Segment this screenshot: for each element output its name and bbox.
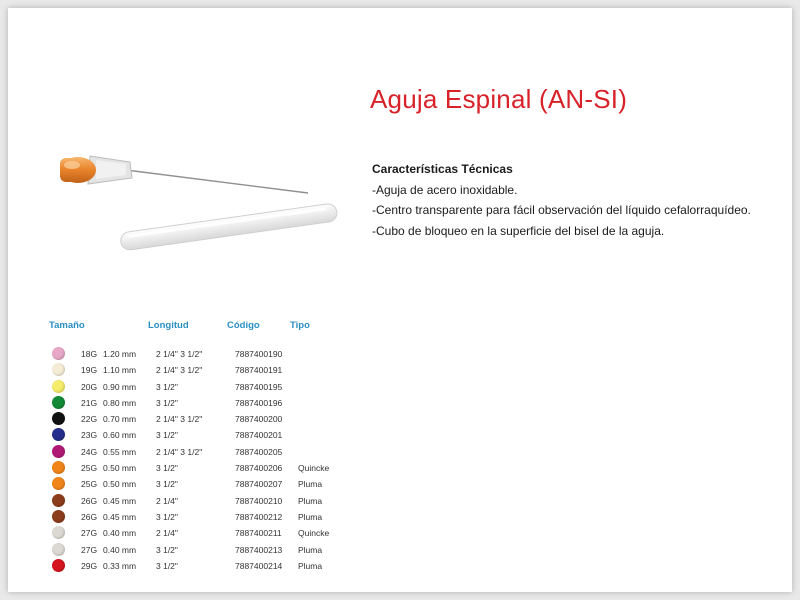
color-code-dot: [52, 396, 65, 409]
length-cell: 3 1/2": [156, 381, 178, 392]
gauge-cell: 19G: [81, 365, 98, 376]
gauge-cell: 21G: [81, 397, 98, 408]
diameter-cell: 0.33 mm: [103, 560, 137, 571]
gauge-cell: 26G: [81, 495, 98, 506]
spec-item: -Centro transparente para fácil observación del líquido cefalorraquídeo.: [372, 203, 751, 217]
gauge-cell: 22G: [81, 414, 98, 425]
color-code-dot: [52, 445, 65, 458]
diameter-cell: 0.45 mm: [103, 511, 137, 522]
type-cell: Quincke: [298, 463, 330, 474]
diameter-cell: 0.40 mm: [103, 528, 137, 539]
diameter-cell: 0.50 mm: [103, 479, 137, 490]
gauge-cell: 27G: [81, 544, 98, 555]
length-cell: 2 1/4" 3 1/2": [156, 446, 203, 457]
gauge-cell: 29G: [81, 560, 98, 571]
color-code-dot: [52, 347, 65, 360]
color-code-dot: [52, 526, 65, 539]
color-code-dot: [52, 363, 65, 376]
gauge-cell: 27G: [81, 528, 98, 539]
length-cell: 2 1/4" 3 1/2": [156, 414, 203, 425]
color-code-dot: [52, 412, 65, 425]
diameter-cell: 0.40 mm: [103, 544, 137, 555]
code-cell: 7887400206: [235, 463, 283, 474]
type-cell: Pluma: [298, 544, 323, 555]
spec-item: -Aguja de acero inoxidable.: [372, 182, 518, 197]
diameter-cell: 0.60 mm: [103, 430, 137, 441]
color-code-dot: [52, 380, 65, 393]
header-code: Código: [227, 320, 260, 331]
color-code-dot: [52, 543, 65, 556]
code-cell: 7887400212: [235, 511, 283, 522]
color-code-dot: [52, 477, 65, 490]
length-cell: 3 1/2": [156, 479, 178, 490]
gauge-cell: 25G: [81, 479, 98, 490]
diameter-cell: 0.55 mm: [103, 446, 137, 457]
diameter-cell: 1.20 mm: [103, 349, 137, 359]
type-cell: Quincke: [298, 528, 330, 539]
header-type: Tipo: [290, 320, 310, 331]
code-cell: 7887400210: [235, 495, 283, 506]
type-cell: Pluma: [298, 495, 323, 506]
diameter-cell: 0.90 mm: [103, 381, 137, 392]
code-cell: 7887400191: [235, 365, 283, 376]
code-cell: 7887400205: [235, 446, 283, 457]
code-cell: 7887400196: [235, 397, 283, 408]
type-cell: Pluma: [298, 560, 323, 571]
gauge-cell: 23G: [81, 430, 98, 441]
technical-specs: [372, 159, 751, 241]
color-code-dot: [52, 461, 65, 474]
code-cell: 7887400207: [235, 479, 283, 490]
spec-item: -Cubo de bloqueo en la superficie del bisel de la aguja.: [372, 223, 665, 238]
product-title: Aguja Espinal (AN-SI): [370, 84, 628, 114]
length-cell: 3 1/2": [156, 544, 178, 555]
length-cell: 2 1/4" 3 1/2": [156, 349, 203, 359]
gauge-cell: 20G: [81, 381, 98, 392]
length-cell: 3 1/2": [156, 463, 178, 474]
diameter-cell: 0.80 mm: [103, 397, 137, 408]
code-cell: 7887400213: [235, 544, 283, 555]
color-code-dot: [52, 428, 65, 441]
product-sheet: [8, 8, 792, 592]
diameter-cell: 0.50 mm: [103, 463, 137, 474]
header-size: Tamaño: [49, 320, 85, 331]
length-cell: 3 1/2": [156, 397, 178, 408]
gauge-cell: 25G: [81, 463, 98, 474]
color-code-dot: [52, 494, 65, 507]
code-cell: 7887400195: [235, 381, 283, 392]
length-cell: 3 1/2": [156, 430, 178, 441]
gauge-cell: 26G: [81, 511, 98, 522]
code-cell: 7887400214: [235, 560, 283, 571]
type-cell: Pluma: [298, 479, 323, 490]
header-length: Longitud: [148, 320, 189, 331]
color-code-dot: [52, 510, 65, 523]
length-cell: 2 1/4": [156, 528, 178, 539]
code-cell: 7887400201: [235, 430, 283, 441]
spinal-needle-image: [38, 148, 348, 258]
gauge-cell: 24G: [81, 446, 98, 457]
length-cell: 3 1/2": [156, 511, 178, 522]
length-cell: 2 1/4": [156, 495, 178, 506]
code-cell: 7887400190: [235, 349, 283, 359]
specs-heading: Características Técnicas: [372, 162, 513, 176]
diameter-cell: 0.70 mm: [103, 414, 137, 425]
length-cell: 3 1/2": [156, 560, 178, 571]
gauge-cell: 18G: [81, 349, 98, 359]
color-code-dot: [52, 559, 65, 572]
code-cell: 7887400211: [235, 528, 282, 539]
diameter-cell: 1.10 mm: [103, 365, 137, 376]
type-cell: Pluma: [298, 511, 323, 522]
diameter-cell: 0.45 mm: [103, 495, 137, 506]
code-cell: 7887400200: [235, 414, 283, 425]
length-cell: 2 1/4" 3 1/2": [156, 365, 203, 376]
